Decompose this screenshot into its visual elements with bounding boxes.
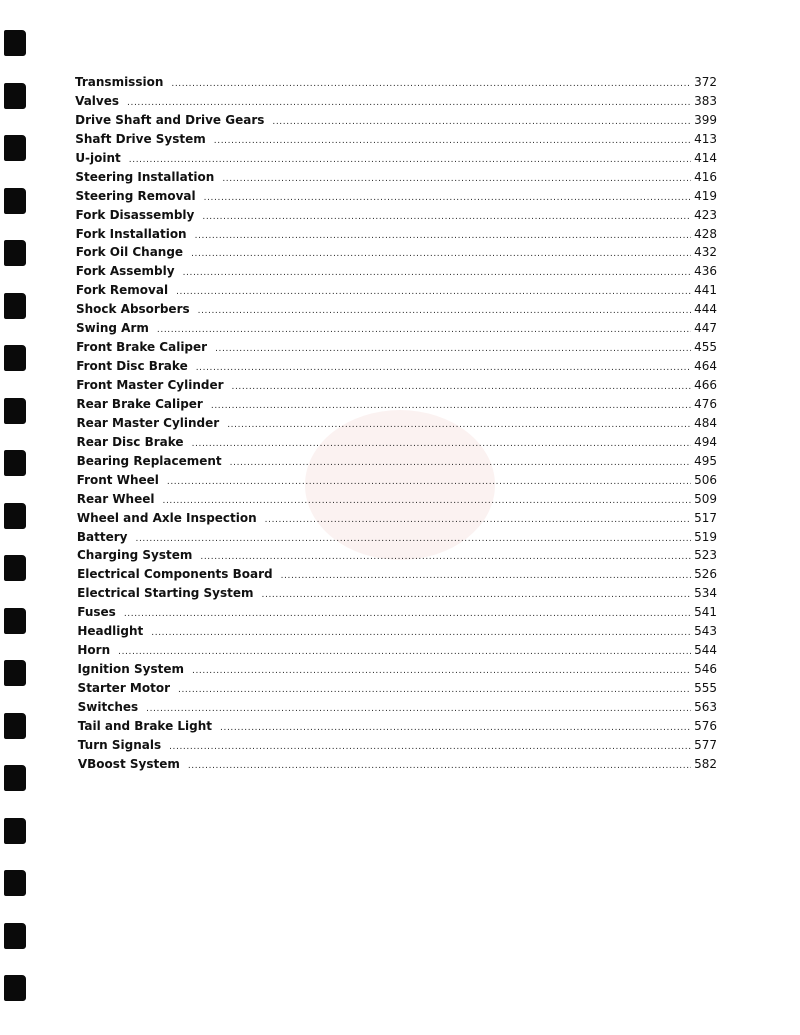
toc-entry[interactable] bbox=[75, 132, 717, 151]
toc-entry[interactable] bbox=[75, 283, 717, 302]
toc-entry[interactable] bbox=[75, 378, 717, 397]
toc-entry-page: 526 bbox=[694, 567, 717, 582]
dot-leader bbox=[191, 249, 691, 259]
toc-entry[interactable] bbox=[75, 681, 717, 700]
dot-leader bbox=[281, 571, 692, 581]
toc-entry-title: Front Wheel bbox=[76, 472, 159, 487]
toc-entry[interactable] bbox=[75, 511, 717, 530]
toc-entry-title: Front Master Cylinder bbox=[76, 378, 224, 392]
toc-entry[interactable] bbox=[75, 113, 717, 132]
toc-entry-title: Swing Arm bbox=[76, 321, 149, 336]
toc-entry-page: 414 bbox=[694, 150, 717, 165]
toc-entry-page: 495 bbox=[694, 453, 717, 468]
dot-leader bbox=[129, 155, 691, 165]
toc-entry[interactable] bbox=[75, 662, 717, 681]
toc-entry-title: Front Brake Caliper bbox=[76, 340, 208, 355]
binding-hole bbox=[4, 923, 26, 949]
dot-leader bbox=[230, 458, 691, 468]
toc-entry-page: 534 bbox=[694, 586, 717, 601]
dot-leader bbox=[124, 609, 691, 619]
toc-entry-title: Rear Master Cylinder bbox=[76, 415, 220, 430]
toc-entry[interactable] bbox=[75, 605, 717, 624]
toc-entry-page: 423 bbox=[694, 207, 717, 222]
toc-entry-title: Battery bbox=[76, 529, 128, 544]
toc-entry-title: Turn Signals bbox=[77, 737, 162, 752]
dot-leader bbox=[171, 79, 691, 89]
dot-leader bbox=[214, 136, 691, 146]
dot-leader bbox=[167, 477, 691, 487]
binding-hole bbox=[4, 503, 26, 529]
toc-entry-page: 455 bbox=[694, 340, 717, 355]
dot-leader bbox=[262, 590, 692, 600]
toc-entry-page: 506 bbox=[694, 472, 717, 487]
binding-hole bbox=[4, 713, 26, 739]
toc-entry[interactable] bbox=[75, 397, 717, 416]
toc-entry-page: 416 bbox=[694, 169, 717, 184]
toc-entry-page: 494 bbox=[694, 434, 717, 449]
toc-entry-title: Tail and Brake Light bbox=[77, 718, 213, 733]
binding-hole bbox=[4, 765, 26, 791]
table-of-contents bbox=[75, 75, 717, 776]
dot-leader bbox=[136, 534, 692, 544]
binding-hole bbox=[4, 398, 26, 424]
toc-entry[interactable] bbox=[75, 416, 717, 435]
dot-leader bbox=[157, 325, 691, 335]
toc-entry[interactable] bbox=[75, 473, 717, 492]
toc-entry[interactable] bbox=[75, 94, 717, 113]
binding-hole bbox=[4, 818, 26, 844]
dot-leader bbox=[227, 420, 691, 430]
binding-hole bbox=[4, 240, 26, 266]
toc-entry-title: Horn bbox=[77, 643, 111, 658]
dot-leader bbox=[192, 439, 692, 449]
toc-entry-title: U-joint bbox=[75, 150, 121, 165]
dot-leader bbox=[195, 231, 691, 241]
toc-entry-page: 372 bbox=[694, 75, 717, 89]
toc-entry-title: Electrical Components Board bbox=[77, 567, 273, 582]
toc-entry-title: Bearing Replacement bbox=[76, 453, 222, 468]
dot-leader bbox=[198, 306, 691, 316]
toc-entry-page: 428 bbox=[694, 226, 717, 241]
dot-leader bbox=[211, 401, 691, 411]
toc-entry-title: Switches bbox=[77, 699, 139, 714]
toc-entry-title: Ignition System bbox=[77, 662, 184, 677]
binding-hole bbox=[4, 135, 26, 161]
dot-leader bbox=[118, 647, 691, 657]
dot-leader bbox=[183, 268, 692, 278]
toc-entry[interactable] bbox=[75, 264, 717, 283]
toc-entry[interactable] bbox=[75, 567, 717, 586]
toc-entry-title: Shaft Drive System bbox=[75, 131, 206, 146]
toc-entry-title: Transmission bbox=[75, 75, 164, 89]
toc-entry[interactable] bbox=[75, 454, 717, 473]
binding-hole bbox=[4, 293, 26, 319]
toc-entry-title: Fork Installation bbox=[75, 226, 187, 241]
toc-entry-page: 444 bbox=[694, 302, 717, 317]
toc-entry-title: VBoost System bbox=[77, 756, 180, 771]
binding-hole bbox=[4, 450, 26, 476]
toc-entry[interactable] bbox=[75, 757, 717, 776]
binding-hole bbox=[4, 608, 26, 634]
dot-leader bbox=[188, 761, 691, 771]
toc-entry[interactable] bbox=[75, 189, 717, 208]
dot-leader bbox=[232, 382, 692, 392]
toc-entry[interactable] bbox=[75, 548, 717, 567]
toc-entry-title: Fuses bbox=[77, 605, 116, 620]
toc-entry[interactable] bbox=[75, 624, 717, 643]
toc-entry-page: 419 bbox=[694, 188, 717, 203]
toc-entry-page: 476 bbox=[694, 396, 717, 411]
toc-entry-page: 541 bbox=[694, 605, 717, 620]
toc-entry[interactable] bbox=[75, 245, 717, 264]
toc-entry[interactable] bbox=[75, 530, 717, 549]
toc-entry-page: 413 bbox=[694, 131, 717, 146]
toc-entry-page: 577 bbox=[694, 737, 717, 752]
toc-entry[interactable] bbox=[75, 170, 717, 189]
toc-entry-title: Fork Removal bbox=[75, 283, 169, 298]
binding-hole bbox=[4, 30, 26, 56]
toc-entry[interactable] bbox=[75, 435, 717, 454]
toc-entry-page: 563 bbox=[694, 699, 717, 714]
binding-hole bbox=[4, 660, 26, 686]
toc-entry-page: 441 bbox=[694, 283, 717, 298]
toc-entry[interactable] bbox=[75, 643, 717, 662]
toc-entry-title: Wheel and Axle Inspection bbox=[76, 510, 257, 525]
binding-hole bbox=[4, 555, 26, 581]
toc-entry-title: Fork Disassembly bbox=[75, 207, 195, 222]
dot-leader bbox=[272, 117, 691, 127]
toc-entry-page: 543 bbox=[694, 624, 717, 639]
toc-entry-title: Rear Disc Brake bbox=[76, 434, 184, 449]
toc-entry-page: 517 bbox=[694, 510, 717, 525]
toc-entry-title: Steering Installation bbox=[75, 169, 215, 184]
binding-hole bbox=[4, 345, 26, 371]
dot-leader bbox=[204, 193, 691, 203]
toc-entry-title: Charging System bbox=[77, 548, 193, 563]
dot-leader bbox=[202, 212, 691, 222]
dot-leader bbox=[220, 723, 691, 733]
toc-entry-page: 383 bbox=[694, 93, 717, 108]
binding-hole bbox=[4, 188, 26, 214]
dot-leader bbox=[163, 496, 692, 506]
toc-entry[interactable] bbox=[75, 151, 717, 170]
toc-entry-title: Valves bbox=[75, 93, 120, 108]
toc-entry-page: 484 bbox=[694, 415, 717, 430]
toc-entry[interactable] bbox=[75, 302, 717, 321]
toc-entry[interactable] bbox=[75, 340, 717, 359]
toc-entry[interactable] bbox=[75, 208, 717, 227]
toc-entry-title: Headlight bbox=[77, 624, 144, 639]
toc-entry-page: 519 bbox=[694, 529, 717, 544]
toc-entry-page: 582 bbox=[694, 756, 717, 771]
toc-entry-page: 399 bbox=[694, 112, 717, 127]
dot-leader bbox=[222, 174, 691, 184]
dot-leader bbox=[178, 685, 691, 695]
dot-leader bbox=[196, 363, 691, 373]
toc-entry[interactable] bbox=[75, 738, 717, 757]
toc-entry-title: Shock Absorbers bbox=[75, 302, 190, 317]
dot-leader bbox=[265, 515, 691, 525]
binding-hole bbox=[4, 83, 26, 109]
toc-entry-title: Rear Brake Caliper bbox=[76, 396, 203, 411]
toc-entry[interactable] bbox=[75, 359, 717, 378]
dot-leader bbox=[215, 344, 691, 354]
toc-entry[interactable] bbox=[75, 700, 717, 719]
toc-entry-title: Fork Oil Change bbox=[75, 245, 184, 260]
toc-entry-title: Starter Motor bbox=[77, 681, 170, 695]
toc-entry[interactable] bbox=[75, 227, 717, 246]
dot-leader bbox=[146, 704, 691, 714]
toc-entry-page: 546 bbox=[694, 662, 717, 677]
dot-leader bbox=[176, 287, 691, 297]
toc-entry-page: 523 bbox=[694, 548, 717, 563]
toc-entry-title: Electrical Starting System bbox=[77, 586, 254, 601]
toc-entry-title: Rear Wheel bbox=[76, 491, 155, 506]
toc-entry-page: 555 bbox=[694, 681, 717, 695]
toc-entry-page: 432 bbox=[694, 245, 717, 260]
toc-entry-page: 576 bbox=[694, 718, 717, 733]
toc-entry[interactable] bbox=[75, 492, 717, 511]
toc-entry-page: 466 bbox=[694, 378, 717, 392]
binding-hole bbox=[4, 870, 26, 896]
toc-entry-title: Steering Removal bbox=[75, 188, 196, 203]
toc-entry[interactable] bbox=[75, 321, 717, 340]
dot-leader bbox=[169, 742, 691, 752]
dot-leader bbox=[151, 628, 691, 638]
toc-entry[interactable] bbox=[75, 719, 717, 738]
toc-entry-page: 447 bbox=[694, 321, 717, 336]
dot-leader bbox=[200, 552, 691, 562]
toc-entry-page: 464 bbox=[694, 359, 717, 374]
toc-entry[interactable] bbox=[75, 75, 717, 94]
toc-entry-title: Drive Shaft and Drive Gears bbox=[75, 112, 265, 127]
toc-entry-page: 544 bbox=[694, 643, 717, 658]
toc-entry-page: 509 bbox=[694, 491, 717, 506]
toc-entry[interactable] bbox=[75, 586, 717, 605]
toc-entry-title: Fork Assembly bbox=[75, 264, 175, 279]
dot-leader bbox=[192, 666, 691, 676]
toc-entry-title: Front Disc Brake bbox=[76, 359, 188, 374]
toc-entry-page: 436 bbox=[694, 264, 717, 279]
dot-leader bbox=[127, 98, 691, 108]
binding-hole bbox=[4, 975, 26, 1001]
